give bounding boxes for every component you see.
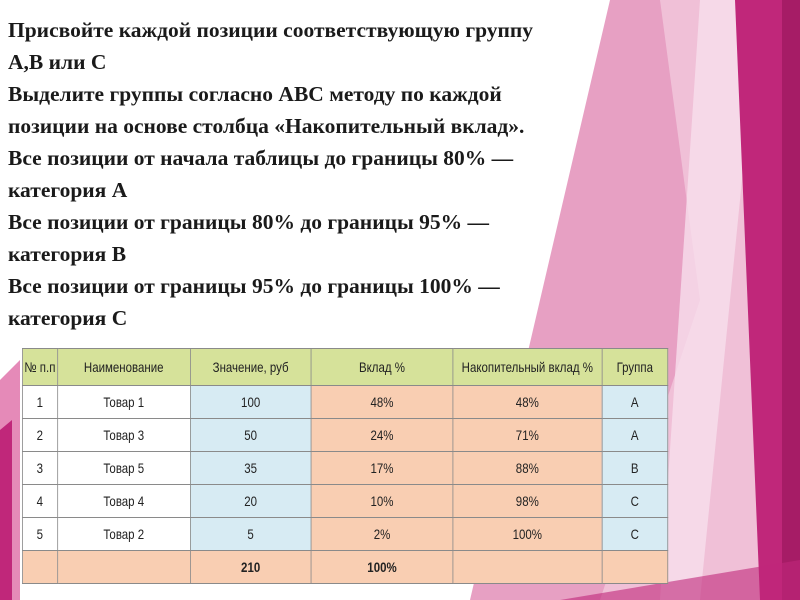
instruction-line: категория A (8, 178, 128, 202)
cell-share: 48% (311, 386, 453, 419)
instruction-line: A,B или C (8, 50, 107, 74)
cell-cumulative: 88% (453, 452, 602, 485)
cell-name: Товар 3 (57, 419, 190, 452)
cell-group: C (602, 485, 668, 518)
bottom-left-magenta (0, 420, 12, 600)
cell-value: 35 (190, 452, 311, 485)
cell-cumulative: 98% (453, 485, 602, 518)
instruction-line: Все позиции от начала таблицы до границы 80% — (8, 146, 514, 170)
col-header-name: Наименование (57, 349, 190, 386)
abc-table (22, 348, 668, 584)
cell-number: 5 (22, 518, 57, 551)
cell-name: Товар 1 (57, 386, 190, 419)
col-header-value: Значение, руб (190, 349, 311, 386)
cell-name: Товар 2 (57, 518, 190, 551)
total-cell-cumulative (453, 551, 602, 584)
total-cell-group (602, 551, 668, 584)
instruction-line: Все позиции от границы 80% до границы 95% — (8, 210, 490, 234)
cell-share: 10% (311, 485, 453, 518)
cell-value: 50 (190, 419, 311, 452)
cell-group: C (602, 518, 668, 551)
col-header-cumulative: Накопительный вклад % (453, 349, 602, 386)
table-header-row (22, 349, 667, 386)
total-cell-number (22, 551, 57, 584)
table-row (22, 485, 667, 518)
cell-number: 3 (22, 452, 57, 485)
cell-name: Товар 4 (57, 485, 190, 518)
col-header-share: Вклад % (311, 349, 453, 386)
table-total-row (22, 551, 667, 584)
table-row (22, 419, 667, 452)
instruction-line: Выделите группы согласно ABC методу по каждой (8, 82, 502, 106)
cell-group: B (602, 452, 668, 485)
cell-group: A (602, 386, 668, 419)
col-header-group: Группа (602, 349, 668, 386)
instruction-line: позиции на основе столбца «Накопительный вклад». (8, 114, 525, 138)
cell-share: 17% (311, 452, 453, 485)
cell-name: Товар 5 (57, 452, 190, 485)
table-row (22, 386, 667, 419)
cell-cumulative: 48% (453, 386, 602, 419)
cell-share: 24% (311, 419, 453, 452)
total-cell-share: 100% (311, 551, 453, 584)
cell-value: 5 (190, 518, 311, 551)
instruction-line: Присвойте каждой позиции соответствующую группу (8, 18, 534, 42)
table-row (22, 518, 667, 551)
cell-number: 2 (22, 419, 57, 452)
table-row (22, 452, 667, 485)
right-deep-magenta (782, 0, 800, 600)
col-header-number: № п.п (22, 349, 57, 386)
instruction-line: категория C (8, 306, 128, 330)
cell-share: 2% (311, 518, 453, 551)
cell-number: 4 (22, 485, 57, 518)
cell-value: 100 (190, 386, 311, 419)
cell-number: 1 (22, 386, 57, 419)
cell-cumulative: 100% (453, 518, 602, 551)
total-cell-name (57, 551, 190, 584)
instruction-text (8, 14, 668, 334)
total-cell-value: 210 (190, 551, 311, 584)
instruction-line: категория B (8, 242, 127, 266)
cell-value: 20 (190, 485, 311, 518)
cell-cumulative: 71% (453, 419, 602, 452)
cell-group: A (602, 419, 668, 452)
instruction-line: Все позиции от границы 95% до границы 100% — (8, 274, 500, 298)
